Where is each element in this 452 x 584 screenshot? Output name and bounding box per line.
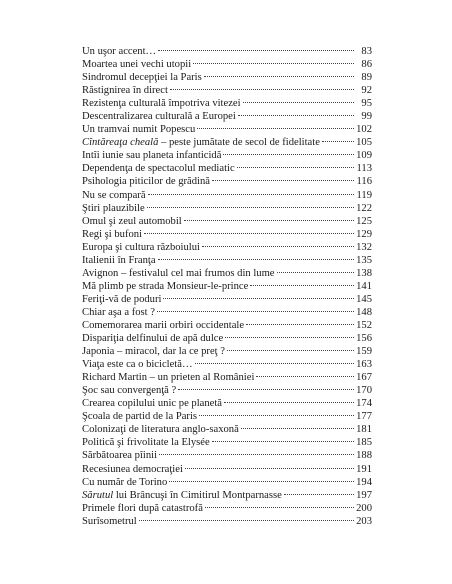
toc-entry-title [82, 489, 282, 502]
toc-entry [82, 123, 372, 136]
toc-entry-title-text: Dispariţia delfinului de apă dulce [82, 333, 224, 345]
toc-entry-title-text: Omul şi zeul automobil [82, 215, 182, 227]
toc-entry-title-text: Viaţa este ca o bicicletă… [82, 359, 193, 371]
toc-entry-title [82, 189, 146, 202]
toc-entry-title-text: Descentralizarea culturală a Europei [82, 111, 236, 123]
toc-dot-leader [158, 50, 354, 51]
toc-page-number: 132 [356, 241, 372, 253]
toc-page-number: 200 [356, 502, 372, 514]
toc-entry-title [82, 228, 142, 241]
toc-dot-leader [322, 141, 354, 142]
toc-page-number: 148 [356, 306, 372, 318]
toc-dot-leader [197, 128, 354, 129]
toc-entry [82, 502, 372, 515]
toc-dot-leader [157, 311, 354, 312]
toc-entry-title [82, 463, 183, 476]
toc-page-number: 185 [356, 437, 372, 449]
toc-entry-title-italic: Sărutul [82, 489, 114, 501]
toc-entry [82, 45, 372, 58]
toc-entry-title [82, 215, 182, 228]
toc-page-number: 125 [356, 215, 372, 227]
toc-dot-leader [170, 89, 354, 90]
toc-entry-title [82, 97, 241, 110]
toc-entry-title [82, 397, 222, 410]
toc-entry-title-text: Europa şi cultura războiului [82, 241, 200, 253]
toc-entry-title [82, 241, 200, 254]
toc-page-number: 138 [356, 267, 372, 279]
toc-page-number: 119 [356, 189, 372, 201]
toc-page-number: 159 [356, 346, 372, 358]
toc-entry-title-text: – peste jumătate de secol de fidelitate [158, 137, 320, 149]
toc-entry-title-text: Intîi iunie sau planeta infanticidă [82, 150, 222, 162]
toc-page-number: 163 [356, 359, 372, 371]
toc-entry-title-italic: Cîntăreaţa cheală [82, 137, 159, 149]
toc-entry-title [82, 267, 275, 280]
toc-page-number: 129 [356, 228, 372, 240]
toc-entry-title-text: Dependenţa de spectacolul mediatic [82, 163, 235, 175]
toc-entry [82, 241, 372, 254]
toc-entry-title [82, 280, 248, 293]
toc-dot-leader [224, 402, 354, 403]
toc-entry-title-text: Un tramvai numit Popescu [82, 124, 196, 136]
toc-entry-title [82, 45, 156, 58]
toc-entry-title-text: Regi şi bufoni [82, 228, 143, 240]
toc-entry-title [82, 332, 223, 345]
toc-page-number: 145 [356, 293, 372, 305]
toc-entry-title [82, 202, 145, 215]
toc-page-number: 135 [356, 254, 372, 266]
table-of-contents [82, 45, 372, 528]
toc-entry-title [82, 58, 191, 71]
toc-entry [82, 410, 372, 423]
toc-entry-title-text: Japonia – miracol, dar la ce preţ ? [82, 346, 225, 358]
toc-entry [82, 397, 372, 410]
toc-entry [82, 423, 372, 436]
toc-page-number: 83 [361, 46, 372, 57]
toc-dot-leader [243, 102, 354, 103]
toc-entry-title [82, 254, 156, 267]
toc-page-number: 167 [356, 372, 372, 384]
toc-dot-leader [193, 63, 354, 64]
toc-entry-title [82, 384, 176, 397]
toc-entry-title-text: Feriţi-vă de poduri [82, 293, 162, 305]
toc-entry-title-text: Un uşor accent… [82, 46, 157, 57]
toc-entry-title-text: Comemorarea marii orbiri occidentale [82, 319, 245, 331]
toc-entry [82, 71, 372, 84]
toc-page-number: 188 [356, 450, 372, 462]
toc-page-number: 86 [361, 59, 372, 71]
toc-entry [82, 306, 372, 319]
toc-dot-leader [256, 376, 354, 377]
toc-page-number: 197 [356, 489, 372, 501]
toc-page-number: 89 [361, 72, 372, 84]
toc-dot-leader [148, 194, 354, 195]
toc-entry-title [82, 371, 254, 384]
toc-entry [82, 110, 372, 123]
toc-entry [82, 228, 372, 241]
toc-entry [82, 175, 372, 188]
toc-entry-title-text: Nu se compară [82, 189, 146, 201]
toc-entry [82, 215, 372, 228]
toc-page-number: 181 [356, 424, 372, 436]
toc-entry-title [82, 123, 195, 136]
toc-entry [82, 189, 372, 202]
toc-dot-leader [223, 154, 354, 155]
toc-entry [82, 202, 372, 215]
toc-entry [82, 97, 372, 110]
toc-entry-title [82, 423, 239, 436]
toc-dot-leader [184, 220, 354, 221]
toc-entry-title-text: Moartea unei vechi utopii [82, 59, 192, 71]
toc-dot-leader [225, 337, 354, 338]
toc-entry-title-text: Cu număr de Torino [82, 476, 168, 488]
toc-entry-title [82, 515, 137, 528]
toc-entry [82, 149, 372, 162]
toc-entry-title-text: Surîsometrul [82, 515, 137, 527]
toc-entry [82, 345, 372, 358]
toc-entry [82, 358, 372, 371]
toc-dot-leader [205, 507, 354, 508]
toc-page-number: 174 [356, 398, 372, 410]
toc-entry [82, 280, 372, 293]
toc-entry [82, 476, 372, 489]
toc-entry [82, 319, 372, 332]
toc-entry-title-text: Chiar aşa a fost ? [82, 306, 155, 318]
toc-entry-title [82, 175, 210, 188]
toc-page-number: 122 [356, 202, 372, 214]
toc-page-number: 116 [356, 176, 372, 188]
toc-entry [82, 384, 372, 397]
toc-entry-title [82, 71, 202, 84]
toc-dot-leader [250, 285, 354, 286]
toc-entry-title-text: lui Brâncuşi în Cimitirul Montparnasse [113, 489, 282, 501]
toc-page-number: 109 [356, 150, 372, 162]
toc-entry-title-text: Psihologia piticilor de grădină [82, 176, 210, 188]
toc-entry-title-text: Rezistenţa culturală împotriva vitezei [82, 98, 241, 110]
toc-entry-title [82, 84, 168, 97]
toc-entry [82, 515, 372, 528]
toc-entry-title [82, 110, 236, 123]
toc-dot-leader [159, 454, 354, 455]
toc-entry-title [82, 136, 320, 149]
toc-dot-leader [212, 180, 354, 181]
toc-dot-leader [158, 259, 354, 260]
toc-entry [82, 449, 372, 462]
toc-entry-title-text: Primele flori după catastrofă [82, 502, 203, 514]
toc-entry-title-text: Ştiri plauzibile [82, 202, 145, 214]
toc-dot-leader [227, 350, 354, 351]
toc-entry [82, 293, 372, 306]
toc-page-number: 152 [356, 319, 372, 331]
toc-entry [82, 254, 372, 267]
toc-page-number: 92 [361, 85, 372, 97]
toc-dot-leader [185, 468, 354, 469]
toc-page-number: 194 [356, 476, 372, 488]
toc-entry-title-text: Colonizaţi de literatura anglo-saxonă [82, 424, 239, 436]
toc-dot-leader [169, 481, 354, 482]
toc-dot-leader [241, 428, 354, 429]
toc-entry [82, 436, 372, 449]
toc-entry-title [82, 345, 225, 358]
toc-dot-leader [212, 441, 354, 442]
toc-entry-title [82, 358, 193, 371]
toc-dot-leader [237, 167, 354, 168]
toc-page-number: 99 [361, 111, 372, 123]
toc-page-number: 95 [361, 98, 372, 110]
toc-page-number: 141 [356, 280, 372, 292]
toc-dot-leader [163, 298, 354, 299]
toc-page-number: 177 [356, 411, 372, 423]
toc-entry-title-text: Mă plimb pe strada Monsieur-le-prince [82, 280, 249, 292]
toc-entry [82, 162, 372, 175]
toc-dot-leader [199, 415, 354, 416]
toc-page-number: 191 [356, 463, 372, 475]
toc-entry [82, 489, 372, 502]
toc-entry [82, 84, 372, 97]
toc-entry-title-text: Şoc sau convergenţă ? [82, 385, 177, 397]
toc-entry-title-text: Italienii în Franţa [82, 254, 156, 266]
toc-dot-leader [204, 76, 354, 77]
toc-entry-title [82, 436, 210, 449]
toc-page-number: 156 [356, 333, 372, 345]
toc-entry-title [82, 502, 203, 515]
toc-page-number: 203 [356, 515, 372, 527]
toc-entry-title [82, 476, 167, 489]
toc-dot-leader [277, 272, 354, 273]
toc-entry-title-text: Şcoala de partid de la Paris [82, 411, 198, 423]
toc-entry-title-text: Politică şi frivolitate la Elysée [82, 437, 210, 449]
toc-dot-leader [178, 389, 354, 390]
toc-page-number: 102 [356, 124, 372, 136]
toc-dot-leader [246, 324, 354, 325]
toc-entry-title [82, 293, 161, 306]
toc-entry-title [82, 149, 221, 162]
toc-dot-leader [195, 363, 354, 364]
toc-entry [82, 58, 372, 71]
toc-entry-title-text: Richard Martin – un prieten al României [82, 372, 255, 384]
toc-entry [82, 267, 372, 280]
toc-entry-title-text: Recesiunea democraţiei [82, 463, 183, 475]
toc-entry-title [82, 319, 244, 332]
toc-dot-leader [139, 520, 354, 521]
toc-entry-title-text: Sindromul decepţiei la Paris [82, 72, 202, 84]
toc-page-number: 170 [356, 385, 372, 397]
toc-entry [82, 463, 372, 476]
toc-dot-leader [238, 115, 354, 116]
toc-entry [82, 136, 372, 149]
toc-entry [82, 332, 372, 345]
toc-dot-leader [202, 246, 354, 247]
toc-entry-title-text: Crearea copilului unic pe planetă [82, 398, 223, 410]
toc-entry [82, 371, 372, 384]
toc-entry-title [82, 306, 155, 319]
toc-page-number: 113 [356, 163, 372, 175]
toc-page-number: 105 [356, 137, 372, 149]
toc-dot-leader [284, 494, 354, 495]
toc-dot-leader [144, 233, 354, 234]
toc-entry-title-text: Răstignirea în direct [82, 85, 168, 97]
toc-entry-title [82, 410, 197, 423]
toc-dot-leader [147, 207, 354, 208]
toc-entry-title-text: Avignon – festivalul cel mai frumos din lume [82, 267, 275, 279]
toc-entry-title-text: Sărbătoarea pîinii [82, 450, 158, 462]
toc-entry-title [82, 449, 157, 462]
toc-entry-title [82, 162, 235, 175]
